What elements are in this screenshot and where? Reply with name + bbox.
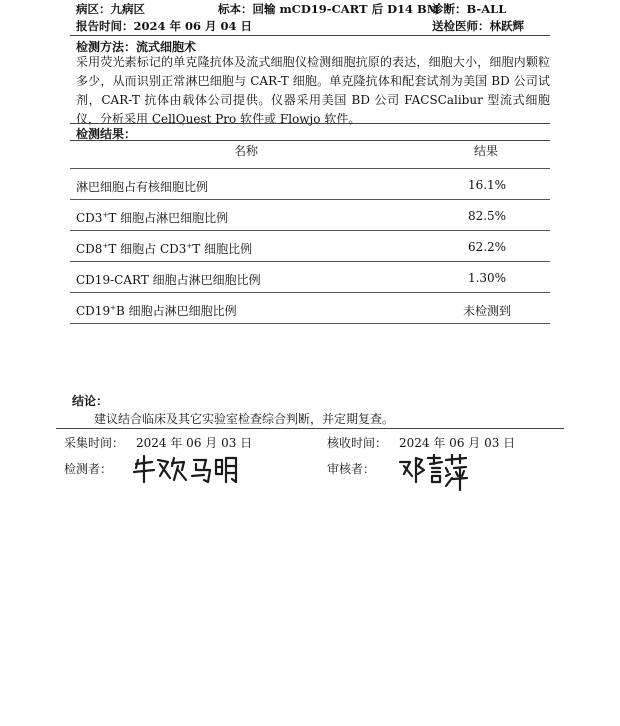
diagnosis-field: 诊断：B-ALL: [432, 2, 507, 16]
table-row-divider: [70, 261, 550, 262]
table-row-name: CD19-CART 细胞占淋巴细胞比例: [76, 273, 261, 287]
table-header-divider: [70, 168, 550, 169]
method-title: 检测方法：流式细胞术: [76, 40, 197, 54]
table-row-divider: [70, 199, 550, 200]
table-row-value: 16.1%: [467, 178, 507, 192]
receive-time: 核收时间： 2024 年 06 月 03 日: [327, 436, 516, 450]
table-row-name: CD8+T 细胞占 CD3+T 细胞比例: [76, 242, 253, 256]
table-row-value: 62.2%: [467, 240, 507, 254]
column-header-result: 结果: [474, 144, 499, 158]
header-divider: [70, 35, 550, 36]
conclusion-divider: [56, 428, 564, 429]
doctor-field: 送检医师：林跃辉: [432, 19, 524, 33]
table-row-name: 淋巴细胞占有核细胞比例: [76, 180, 209, 194]
tester-signature: [132, 452, 242, 486]
results-title: 检测结果：: [76, 127, 137, 141]
method-text: 采用荧光素标记的单克隆抗体及流式细胞仪检测细胞抗原的表达，细胞大小，细胞内颗粒多少，从而识别正常淋巴细胞与 CAR-T 细胞。单克隆抗体和配套试剂为美国 BD 公司试剂，CAR-T 抗体由载体公司提供。仪器采用美国 BD 公司 FACSCalibur 型流式细胞仪，分析采用 CellQuest Pro 软件或 Flowjo 软件。: [76, 55, 550, 126]
table-row-value: 1.30%: [467, 271, 507, 285]
table-row-value: 未检测到: [462, 304, 511, 318]
reviewer-label: 审核者：: [327, 462, 376, 476]
conclusion-title: 结论：: [72, 394, 109, 408]
results-title-divider: [70, 140, 550, 141]
tester-label: 检测者：: [64, 462, 113, 476]
collect-time: 采集时间： 2024 年 06 月 03 日: [64, 436, 253, 450]
column-header-name: 名称: [234, 144, 259, 158]
table-bottom-divider: [70, 323, 550, 324]
conclusion-text: 建议结合临床及其它实验室检查综合判断，并定期复查。: [94, 412, 395, 426]
table-row-divider: [70, 230, 550, 231]
table-row-name: CD3+T 细胞占淋巴细胞比例: [76, 211, 229, 225]
ward-field: 病区：九病区: [76, 2, 145, 16]
reviewer-signature: [396, 452, 470, 492]
report-time-field: 报告时间：2024 年 06 月 04 日: [76, 19, 253, 33]
table-row-name: CD19+B 细胞占淋巴细胞比例: [76, 304, 237, 318]
table-row-value: 82.5%: [467, 209, 507, 223]
table-row-divider: [70, 292, 550, 293]
specimen-field: 标本：回输 mCD19-CART 后 D14 BM: [218, 2, 440, 16]
method-divider: [70, 123, 550, 124]
